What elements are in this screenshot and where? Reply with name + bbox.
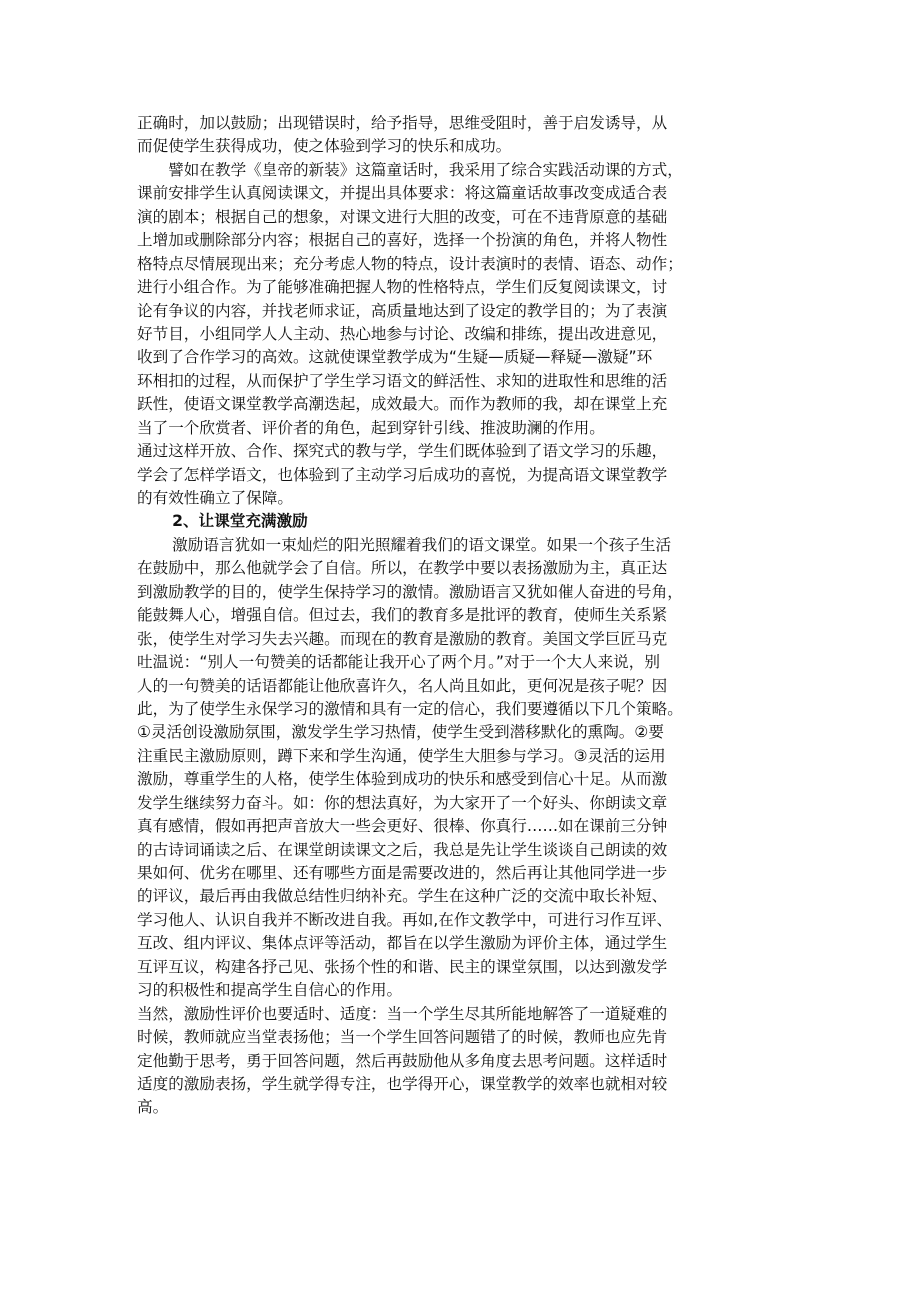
text-line: 演的剧本；根据自己的想象，对课文进行大胆的改变，可在不违背原意的基础 [137, 207, 668, 226]
document-body [137, 112, 787, 1120]
text-line: 适度的激励表扬，学生就学得专注，也学得开心，课堂教学的效率也就相对较 [137, 1074, 668, 1093]
text-line: 当然，激励性评价也要适时、适度：当一个学生尽其所能地解答了一道疑难的 [137, 1004, 668, 1023]
text-line: 习的积极性和提高学生自信心的作用。 [137, 981, 403, 1000]
text-line: 互评互议，构建各抒己见、张扬个性的和谐、民主的课堂氛围，以达到激发学 [137, 957, 668, 976]
text-line: 此，为了使学生永保学习的激情和具有一定的信心，我们要遵循以下几个策略。 [137, 699, 683, 718]
text-line: 学习他人、认识自我并不断改进自我。再如,在作文教学中，可进行习作互评、 [137, 910, 673, 929]
text-line: 的评议，最后再由我做总结性归纳补充。学生在这种广泛的交流中取长补短、 [137, 887, 668, 906]
paragraph-timely-praise [137, 1003, 787, 1120]
text-line: 真有感情，假如再把声音放大一些会更好、很棒、你真行……如在课前三分钟 [137, 817, 668, 836]
text-line: 的古诗词诵读之后、在课堂朗读课文之后，我总是先让学生谈谈自己朗读的效 [137, 840, 668, 859]
text-line: 譬如在教学《皇帝的新装》这篇童话时，我采用了综合实践活动课的方式， [168, 160, 683, 179]
text-line: 果如何、优劣在哪里、还有哪些方面是需要改进的，然后再让其他同学进一步 [137, 864, 668, 882]
text-line: 激励，尊重学生的人格，使学生体验到成功的快乐和感受到信心十足。从而激 [137, 770, 668, 789]
text-line: 吐温说：“别人一句赞美的话都能让我开心了两个月。”对于一个大人来说，别 [137, 653, 660, 672]
text-line: 能鼓舞人心，增强自信。但过去，我们的教育多是批评的教育，使师生关系紧 [137, 606, 668, 625]
text-line: 好节目，小组同学人人主动、热心地参与讨论、改编和排练，提出改进意见， [137, 324, 668, 343]
text-line: 互改、组内评议、集体点评等活动，都旨在以学生激励为评价主体，通过学生 [137, 934, 668, 953]
text-line: 学会了怎样学语文，也体验到了主动学习后成功的喜悦，为提高语文课堂教学 [137, 465, 668, 484]
text-line: 发学生继续努力奋斗。如：你的想法真好，为大家开了一个好头、你朗读文章 [137, 793, 668, 812]
text-line: 课前安排学生认真阅读课文，并提出具体要求：将这篇童话故事改变成适合表 [137, 184, 668, 203]
paragraph-encouragement [137, 534, 787, 1003]
text-line: 人的一句赞美的话语都能让他欣喜许久，名人尚且如此，更何况是孩子呢？因 [137, 676, 668, 695]
text-line: 跃性，使语文课堂教学高潮迭起，成效最大。而作为教师的我，却在课堂上充 [137, 395, 668, 414]
text-line: 上增加或删除部分内容；根据自己的喜好，选择一个扮演的角色，并将人物性 [137, 231, 668, 250]
section-heading-text: 2、让课堂充满激励 [172, 512, 308, 531]
text-line: 激励语言犹如一束灿烂的阳光照耀着我们的语文课堂。如果一个孩子生活 [172, 535, 672, 554]
paragraph-open-learning [137, 440, 787, 510]
text-line: 张，使学生对学习失去兴趣。而现在的教育是激励的教育。美国文学巨匠马克 [137, 629, 668, 648]
text-line: 高。 [137, 1098, 169, 1117]
text-line: 正确时，加以鼓励；出现错误时，给予指导，思维受阻时，善于启发诱导，从 [137, 114, 668, 132]
text-line: 而促使学生获得成功，使之体验到学习的快乐和成功。 [137, 137, 512, 156]
text-line: 通过这样开放、合作、探究式的教与学，学生们既体验到了语文学习的乐趣， [137, 442, 668, 461]
section-heading [137, 510, 787, 533]
text-line: 在鼓励中，那么他就学会了自信。所以，在教学中要以表扬激励为主，真正达 [137, 559, 668, 578]
text-line: 注重民主激励原则，蹲下来和学生沟通，使学生大胆参与学习。③灵活的运用 [137, 746, 666, 765]
paragraph-intro-continuation [137, 112, 787, 159]
text-line: 到激励教学的目的，使学生保持学习的激情。激励语言又犹如催人奋进的号角， [137, 582, 683, 601]
text-line: 时候，教师就应当堂表扬他；当一个学生回答问题错了的时候，教师也应先肯 [137, 1028, 668, 1047]
text-line: 格特点尽情展现出来；充分考虑人物的特点，设计表演时的表情、语态、动作； [137, 254, 683, 273]
text-line: 论有争议的内容，并找老师求证，高质量地达到了设定的教学目的；为了表演 [137, 301, 668, 320]
text-line: ①灵活创设激励氛围，激发学生学习热情，使学生受到潜移默化的熏陶。②要 [137, 723, 664, 742]
paragraph-emperor-example [137, 159, 787, 440]
text-line: 收到了合作学习的高效。这就使课堂教学成为“生疑—质疑—释疑—激疑”环 [137, 348, 653, 367]
text-line: 进行小组合作。为了能够准确把握人物的性格特点，学生们反复阅读课文，讨 [137, 278, 668, 297]
text-line: 定他勤于思考，勇于回答问题，然后再鼓励他从多角度去思考问题。这样适时 [137, 1051, 668, 1070]
text-line: 环相扣的过程，从而保护了学生学习语文的鲜活性、求知的进取性和思维的活 [137, 371, 668, 390]
text-line: 当了一个欣赏者、评价者的角色，起到穿针引线、推波助澜的作用。 [137, 418, 605, 437]
text-line: 的有效性确立了保障。 [137, 489, 293, 507]
